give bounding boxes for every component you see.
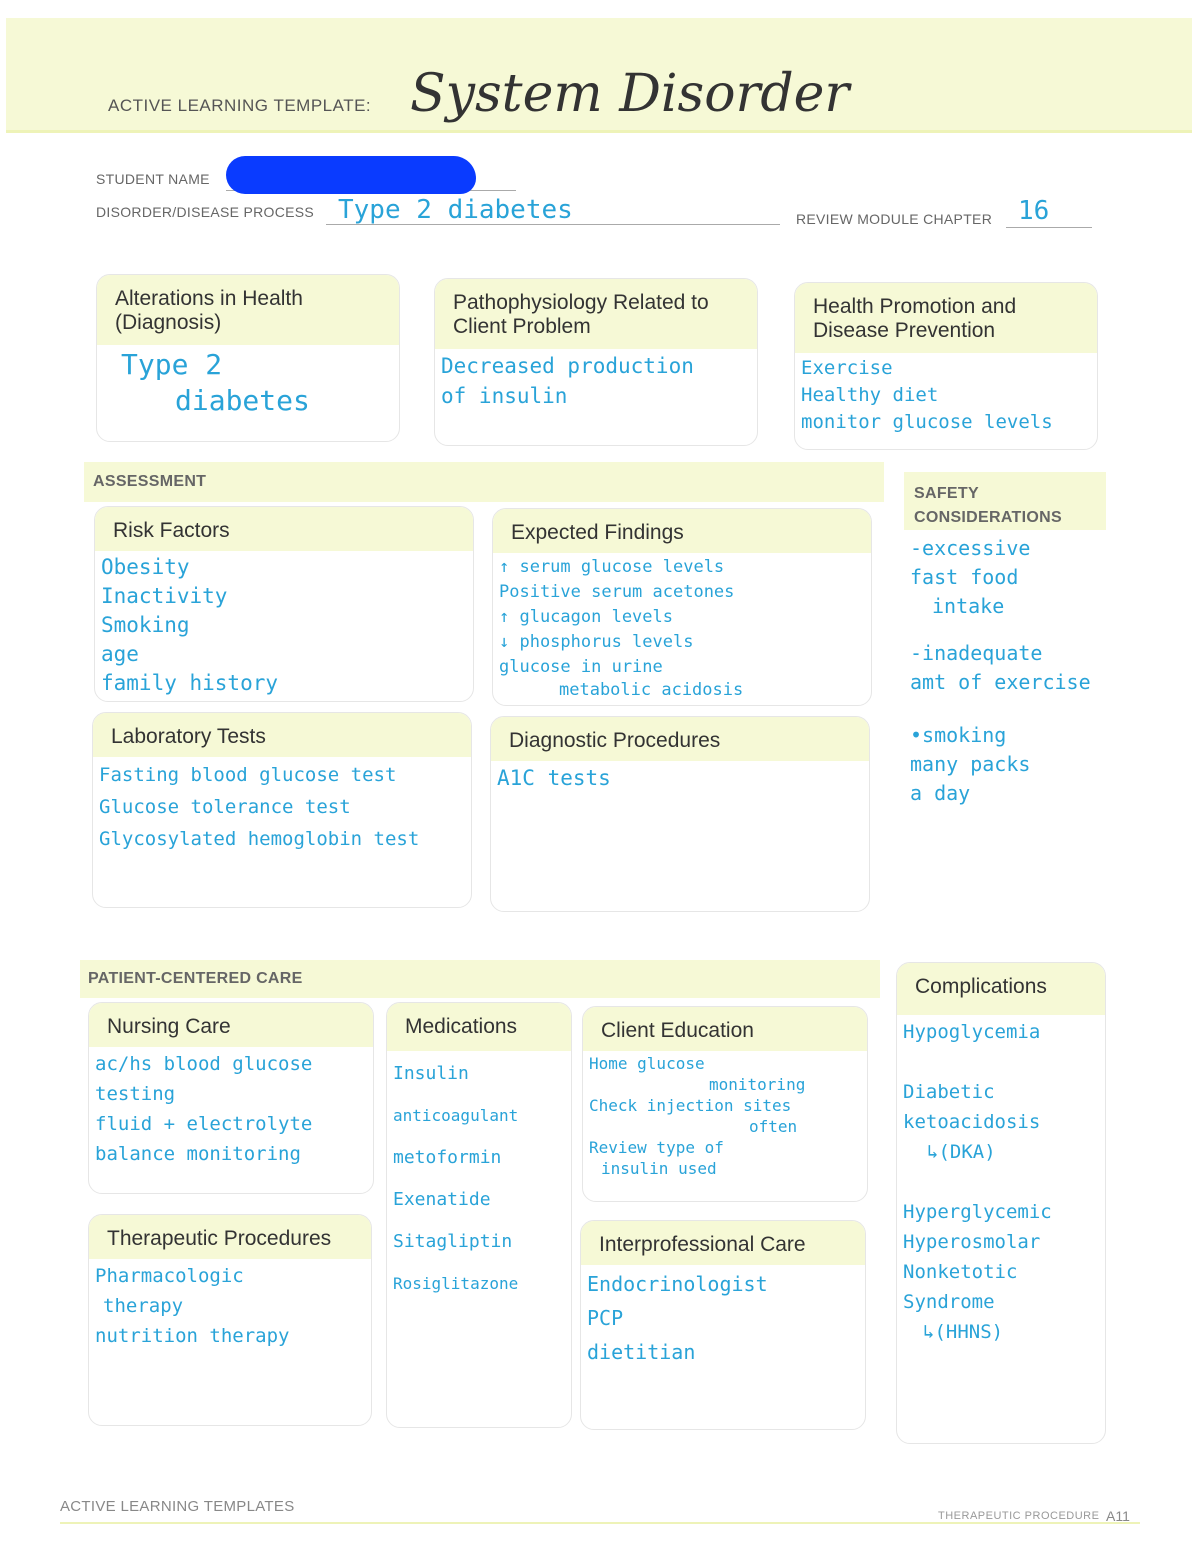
handwritten-line: Hyperglycemic xyxy=(903,1201,1052,1223)
handwritten-line: Decreased production xyxy=(441,354,694,378)
diagnostic-procedures-content[interactable] xyxy=(491,761,869,799)
handwritten-line: ↳(DKA) xyxy=(927,1141,996,1163)
nursing-care-title: Nursing Care xyxy=(89,1003,373,1047)
handwritten-line: of insulin xyxy=(441,384,568,408)
laboratory-tests-title: Laboratory Tests xyxy=(93,713,471,757)
handwritten-line: Pharmacologic xyxy=(95,1265,244,1287)
complications-title: Complications xyxy=(897,963,1105,1015)
handwritten-line: ↑ glucagon levels xyxy=(499,607,673,627)
handwritten-line: therapy xyxy=(103,1295,184,1317)
handwritten-line: PCP xyxy=(587,1306,624,1330)
handwritten-line: age xyxy=(101,642,139,666)
handwritten-line: fast food xyxy=(910,565,1019,589)
interprofessional-care-box xyxy=(580,1220,866,1430)
handwritten-line: family history xyxy=(101,671,279,695)
handwritten-line: Home glucose xyxy=(589,1054,705,1073)
handwritten-line: a day xyxy=(910,781,971,805)
handwritten-line: nutrition therapy xyxy=(95,1325,290,1347)
handwritten-line: •smoking xyxy=(910,723,1007,747)
therapeutic-procedures-content[interactable] xyxy=(89,1259,371,1357)
risk-factors-title: Risk Factors xyxy=(95,507,473,551)
expected-findings-title: Expected Findings xyxy=(493,509,871,553)
student-name-label: STUDENT NAME xyxy=(96,171,210,187)
handwritten-line: ↑ serum glucose levels xyxy=(499,557,725,577)
interprofessional-care-content[interactable] xyxy=(581,1265,865,1375)
patient-care-label: PATIENT-CENTERED CARE xyxy=(88,970,303,987)
medications-box xyxy=(386,1002,572,1428)
chapter-label: REVIEW MODULE CHAPTER xyxy=(796,211,993,227)
handwritten-line: -excessive xyxy=(910,536,1031,560)
handwritten-line: amt of exercise xyxy=(910,670,1091,694)
handwritten-line xyxy=(903,1047,1099,1077)
safety-label-line: SAFETY xyxy=(914,485,979,502)
health-promotion-title: Health Promotion and Disease Prevention xyxy=(795,283,1097,353)
handwritten-line: Insulin xyxy=(393,1063,469,1084)
safety-content[interactable] xyxy=(910,534,1091,808)
expected-findings-content[interactable] xyxy=(493,553,871,706)
client-education-box xyxy=(582,1006,868,1202)
therapeutic-procedures-box xyxy=(88,1214,372,1426)
footer-left-label: ACTIVE LEARNING TEMPLATES xyxy=(60,1498,295,1515)
interprofessional-care-title: Interprofessional Care xyxy=(581,1221,865,1265)
handwritten-line: Exercise xyxy=(801,357,893,379)
handwritten-line: Positive serum acetones xyxy=(499,582,735,602)
risk-factors-box xyxy=(94,506,474,702)
handwritten-line: A1C tests xyxy=(497,766,611,790)
safety-label xyxy=(914,482,1062,530)
handwritten-line: monitoring xyxy=(709,1075,806,1094)
handwritten-line: fluid + electrolyte xyxy=(95,1113,313,1135)
pathophysiology-title: Pathophysiology Related to Client Problem xyxy=(435,279,757,349)
assessment-label: ASSESSMENT xyxy=(93,473,207,490)
footer-rule xyxy=(60,1522,1140,1524)
handwritten-line: ↓ phosphorus levels xyxy=(499,632,694,652)
alterations-title: Alterations in Health (Diagnosis) xyxy=(97,275,399,345)
disease-label: DISORDER/DISEASE PROCESS xyxy=(96,204,315,220)
handwritten-line: Obesity xyxy=(101,555,190,579)
handwritten-line: diabetes xyxy=(175,384,310,417)
health-promotion-box xyxy=(794,282,1098,450)
handwritten-line: ketoacidosis xyxy=(903,1111,1041,1133)
nursing-care-box xyxy=(88,1002,374,1194)
alterations-content[interactable] xyxy=(97,345,399,425)
handwritten-line: Inactivity xyxy=(101,584,228,608)
handwritten-line: Glycosylated hemoglobin test xyxy=(99,828,420,850)
handwritten-line: many packs xyxy=(910,752,1031,776)
handwritten-line xyxy=(903,1167,1099,1197)
handwritten-line: Exenatide xyxy=(393,1189,491,1210)
page-title: System Disorder xyxy=(410,64,850,124)
handwritten-line: Check injection sites xyxy=(589,1096,792,1115)
therapeutic-procedures-title: Therapeutic Procedures xyxy=(89,1215,371,1259)
redaction-mark xyxy=(226,156,476,194)
handwritten-line: Rosiglitazone xyxy=(393,1274,519,1293)
handwritten-line: Hypoglycemia xyxy=(903,1021,1041,1043)
handwritten-line: ac/hs blood glucose xyxy=(95,1053,313,1075)
handwritten-line: glucose in urine xyxy=(499,657,663,677)
complications-box xyxy=(896,962,1106,1444)
handwritten-line: intake xyxy=(932,594,1005,618)
health-promotion-content[interactable] xyxy=(795,353,1097,442)
handwritten-line: Endocrinologist xyxy=(587,1272,768,1296)
pathophysiology-box xyxy=(434,278,758,446)
nursing-care-content[interactable] xyxy=(89,1047,373,1175)
handwritten-line: Type 2 xyxy=(121,348,223,381)
handwritten-line: ↳(HHNS) xyxy=(923,1321,1004,1343)
footer-right-label: THERAPEUTIC PROCEDURE xyxy=(938,1510,1100,1522)
handwritten-line: insulin used xyxy=(601,1159,717,1178)
handwritten-line: often xyxy=(749,1117,798,1136)
handwritten-line: Hyperosmolar xyxy=(903,1231,1041,1253)
risk-factors-content[interactable] xyxy=(95,551,473,702)
handwritten-line: Nonketotic xyxy=(903,1261,1018,1283)
handwritten-line: Review type of xyxy=(589,1138,724,1157)
handwritten-line: anticoagulant xyxy=(393,1106,519,1125)
handwritten-line: balance monitoring xyxy=(95,1143,301,1165)
handwritten-line: metabolic acidosis xyxy=(559,680,744,700)
handwritten-line: metoformin xyxy=(393,1147,502,1168)
client-education-title: Client Education xyxy=(583,1007,867,1051)
medications-content[interactable] xyxy=(387,1051,571,1311)
template-label: ACTIVE LEARNING TEMPLATE: xyxy=(108,96,372,115)
handwritten-line: testing xyxy=(95,1083,176,1105)
handwritten-line: Diabetic xyxy=(903,1081,995,1103)
expected-findings-box xyxy=(492,508,872,706)
pathophysiology-content[interactable] xyxy=(435,349,757,417)
safety-label-line: CONSIDERATIONS xyxy=(914,509,1062,526)
handwritten-line: Fasting blood glucose test xyxy=(99,764,397,786)
client-education-content[interactable] xyxy=(583,1051,867,1185)
handwritten-line: Healthy diet xyxy=(801,384,939,406)
complications-content[interactable] xyxy=(897,1015,1105,1353)
chapter-value[interactable]: 16 xyxy=(1018,196,1050,226)
handwritten-line: -inadequate xyxy=(910,641,1043,665)
handwritten-line: Sitagliptin xyxy=(393,1231,513,1252)
medications-title: Medications xyxy=(387,1003,571,1051)
laboratory-tests-box xyxy=(92,712,472,908)
alterations-box xyxy=(96,274,400,442)
disease-value[interactable]: Type 2 diabetes xyxy=(338,195,573,225)
handwritten-line: Syndrome xyxy=(903,1291,995,1313)
chapter-line xyxy=(1006,227,1092,228)
handwritten-line: Smoking xyxy=(101,613,190,637)
handwritten-line: dietitian xyxy=(587,1340,696,1364)
handwritten-line: monitor glucose levels xyxy=(801,411,1053,433)
handwritten-line: Glucose tolerance test xyxy=(99,796,351,818)
diagnostic-procedures-title: Diagnostic Procedures xyxy=(491,717,869,761)
laboratory-tests-content[interactable] xyxy=(93,757,471,861)
page-number: A11 xyxy=(1106,1508,1130,1524)
diagnostic-procedures-box xyxy=(490,716,870,912)
